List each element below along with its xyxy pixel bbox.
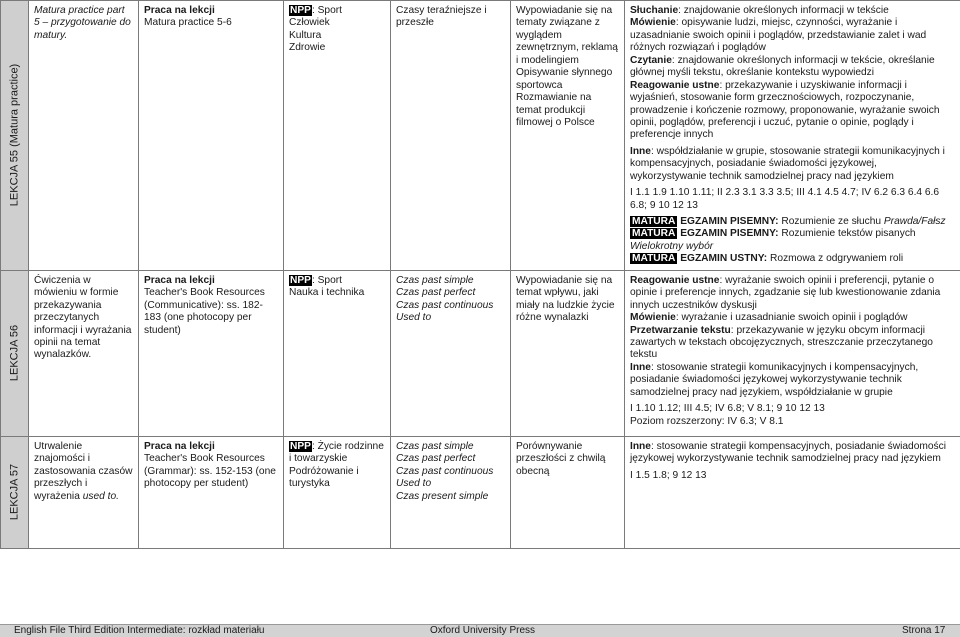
skills-cell (625, 270, 960, 436)
skill-text: : wyrażanie i uzasadnianie swoich opinii i poglądów (676, 312, 908, 323)
npp-cell (284, 1, 391, 271)
functions-cell (511, 436, 625, 548)
matura-badge: MATURA (630, 253, 677, 264)
lesson-type: Praca na lekcji (144, 5, 278, 17)
grammar-item: Czasy teraźniejsze i przeszłe (396, 5, 505, 30)
npp-topic: Człowiek (289, 17, 385, 29)
skill-label: Inne (630, 441, 651, 452)
matura-badge: MATURA (630, 216, 677, 227)
lesson-type: Praca na lekcji (144, 275, 278, 287)
skill-label: Słuchanie (630, 5, 678, 16)
grammar-cell (391, 270, 511, 436)
skill-text: : stosowanie strategii kompensacyjnych, posiadanie świadomości językowej wykorzystywanie technik samodzielnej pracy nad językiem (630, 441, 946, 464)
npp-badge: NPP (289, 275, 312, 286)
skill-text: : przekazywanie i uzyskiwanie informacji i wyjaśnień, stosowanie form grzecznościowych, rozpoczynanie, prowadzenie i kończenie rozmowy, proponowanie, wyrażanie swoich opinii, poglądów, preferencji i uczuć, pytanie o opinie, poglądy i preferencje innych (630, 80, 940, 141)
npp-badge: NPP (289, 5, 312, 16)
npp-topic: : Życie rodzinne i towarzyskie (289, 441, 384, 464)
lesson-label: LEKCJA 56 (8, 325, 21, 381)
grammar-cell (391, 1, 511, 271)
topic-cell (29, 436, 139, 548)
topic-cell (29, 270, 139, 436)
skill-label: Inne (630, 362, 651, 373)
npp-topic: Nauka i technika (289, 287, 385, 299)
level-note: Poziom rozszerzony: IV 6.3; V 8.1 (630, 416, 955, 428)
lesson-row (1, 436, 960, 548)
skill-label: Czytanie (630, 55, 672, 66)
materials-text: Matura practice 5-6 (144, 17, 278, 29)
npp-cell (284, 436, 391, 548)
functions-cell (511, 1, 625, 271)
exam-format: Wielokrotny wybór (630, 241, 713, 252)
lesson-row (1, 1, 960, 271)
materials-text: Teacher's Book Resources (Communicative): ss. 182-183 (one photocopy per student) (144, 287, 278, 337)
lesson-label: LEKCJA 55 (Matura practice) (8, 64, 21, 206)
function-item: Wypowiadanie się na temat wpływu, jaki miały na ludzkie życie różne wynalazki (516, 275, 619, 325)
lesson-topic: Matura practice part 5 – przygotowanie do matury. (34, 5, 131, 41)
footer-page-number: Strona 17 (902, 625, 945, 637)
curriculum-codes: I 1.1 1.9 1.10 1.11; II 2.3 3.1 3.3 3.5; III 4.1 4.5 4.7; IV 6.2 6.3 6.4 6.6 6.8; 9 10 12 13 (630, 187, 955, 212)
function-item: Wypowiadanie się na tematy związane z wyglądem zewnętrznym, reklamą i modelingiem (516, 5, 619, 67)
skill-text: : przekazywanie w języku obcym informacji zawartych w tekstach obcojęzycznych, streszczanie przeczytanego tekstu (630, 325, 933, 361)
skill-label: Reagowanie ustne (630, 80, 719, 91)
npp-topic: : Sport (312, 5, 342, 16)
footer-title: English File Third Edition Intermediate: rozkład materiału (14, 625, 265, 637)
exam-format: Prawda/Fałsz (884, 216, 946, 227)
grammar-item: Used to (396, 478, 505, 490)
skill-text: : wyrażanie swoich opinii i preferencji, pytanie o opinie i preferencje innych, zgadzanie się lub kwestionowanie zdania innych uczestników dyskusji (630, 275, 940, 311)
function-item: Opisywanie słynnego sportowca (516, 67, 619, 92)
curriculum-codes: I 1.10 1.12; III 4.5; IV 6.8; V 8.1; 9 10 12 13 (630, 403, 955, 415)
grammar-item: Czas past continuous (396, 300, 505, 312)
skill-label: Mówienie (630, 17, 676, 28)
lesson-label-cell (1, 1, 29, 271)
curriculum-codes: I 1.5 1.8; 9 12 13 (630, 470, 955, 482)
materials-cell (139, 270, 284, 436)
topic-cell (29, 1, 139, 271)
materials-text: Teacher's Book Resources (Grammar): ss. 152-153 (one photocopy per student) (144, 453, 278, 490)
functions-cell (511, 270, 625, 436)
skill-label: Przetwarzanie tekstu (630, 325, 731, 336)
skill-label: Inne (630, 146, 651, 157)
exam-head: EGZAMIN PISEMNY: (680, 228, 778, 239)
matura-badge: MATURA (630, 228, 677, 239)
npp-topic: Podróżowanie i turystyka (289, 466, 385, 491)
grammar-item: Czas past simple (396, 441, 505, 453)
materials-cell (139, 436, 284, 548)
page-footer (0, 624, 960, 637)
footer-publisher: Oxford University Press (430, 625, 535, 637)
lesson-topic-italic: used to. (83, 491, 119, 502)
lesson-topic: Ćwiczenia w mówieniu w formie przekazywania przeczytanych informacji i wyrażania opinii na temat wynalazków. (34, 275, 131, 361)
skill-text: : znajdowanie określonych informacji w tekście (678, 5, 889, 16)
skill-text: : współdziałanie w grupie, stosowanie strategii komunikacyjnych i kompensacyjnych, posiadanie świadomości językowej, wykorzystywanie technik samodzielnej pracy nad językiem (630, 146, 945, 182)
skill-text: : znajdowanie określonych informacji w tekście, określanie głównej myśli tekstu, określanie kontekstu wypowiedzi (630, 55, 935, 78)
lesson-row (1, 270, 960, 436)
grammar-item: Czas past simple (396, 275, 505, 287)
lesson-type: Praca na lekcji (144, 441, 278, 453)
lesson-label: LEKCJA 57 (8, 464, 21, 520)
skills-cell (625, 1, 960, 271)
lesson-label-cell (1, 436, 29, 548)
exam-text: Rozumienie tekstów pisanych (781, 228, 915, 239)
exam-head: EGZAMIN USTNY: (680, 253, 767, 264)
grammar-item: Czas past continuous (396, 466, 505, 478)
npp-cell (284, 270, 391, 436)
exam-head: EGZAMIN PISEMNY: (680, 216, 778, 227)
skill-label: Mówienie (630, 312, 676, 323)
materials-cell (139, 1, 284, 271)
function-item: Rozmawianie na temat produkcji filmowej o Polsce (516, 92, 619, 129)
npp-badge: NPP (289, 441, 312, 452)
grammar-item: Czas past perfect (396, 287, 505, 299)
grammar-item: Used to (396, 312, 505, 324)
function-item: Porównywanie przeszłości z chwilą obecną (516, 441, 619, 478)
grammar-cell (391, 436, 511, 548)
exam-text: Rozumienie ze słuchu (781, 216, 881, 227)
lesson-topic: Utrwalenie znajomości i zastosowania czasów przeszłych i wyrażenia (34, 441, 133, 502)
npp-topic: Zdrowie (289, 42, 385, 54)
skills-cell (625, 436, 960, 548)
npp-topic: : Sport (312, 275, 342, 286)
npp-topic: Kultura (289, 30, 385, 42)
exam-text: Rozmowa z odgrywaniem roli (770, 253, 903, 264)
skill-text: : stosowanie strategii komunikacyjnych i kompensacyjnych, posiadanie świadomości językowej wykorzystywanie technik samodzielnej pracy nad językiem, współdziałanie w grupie (630, 362, 918, 398)
grammar-item: Czas present simple (396, 491, 505, 503)
grammar-item: Czas past perfect (396, 453, 505, 465)
skill-text: : opisywanie ludzi, miejsc, czynności, wyrażanie i uzasadnianie swoich opinii i poglądów, przedstawianie zalet i wad różnych rozwiązań i poglądów (630, 17, 926, 53)
lesson-label-cell (1, 270, 29, 436)
skill-label: Reagowanie ustne (630, 275, 719, 286)
